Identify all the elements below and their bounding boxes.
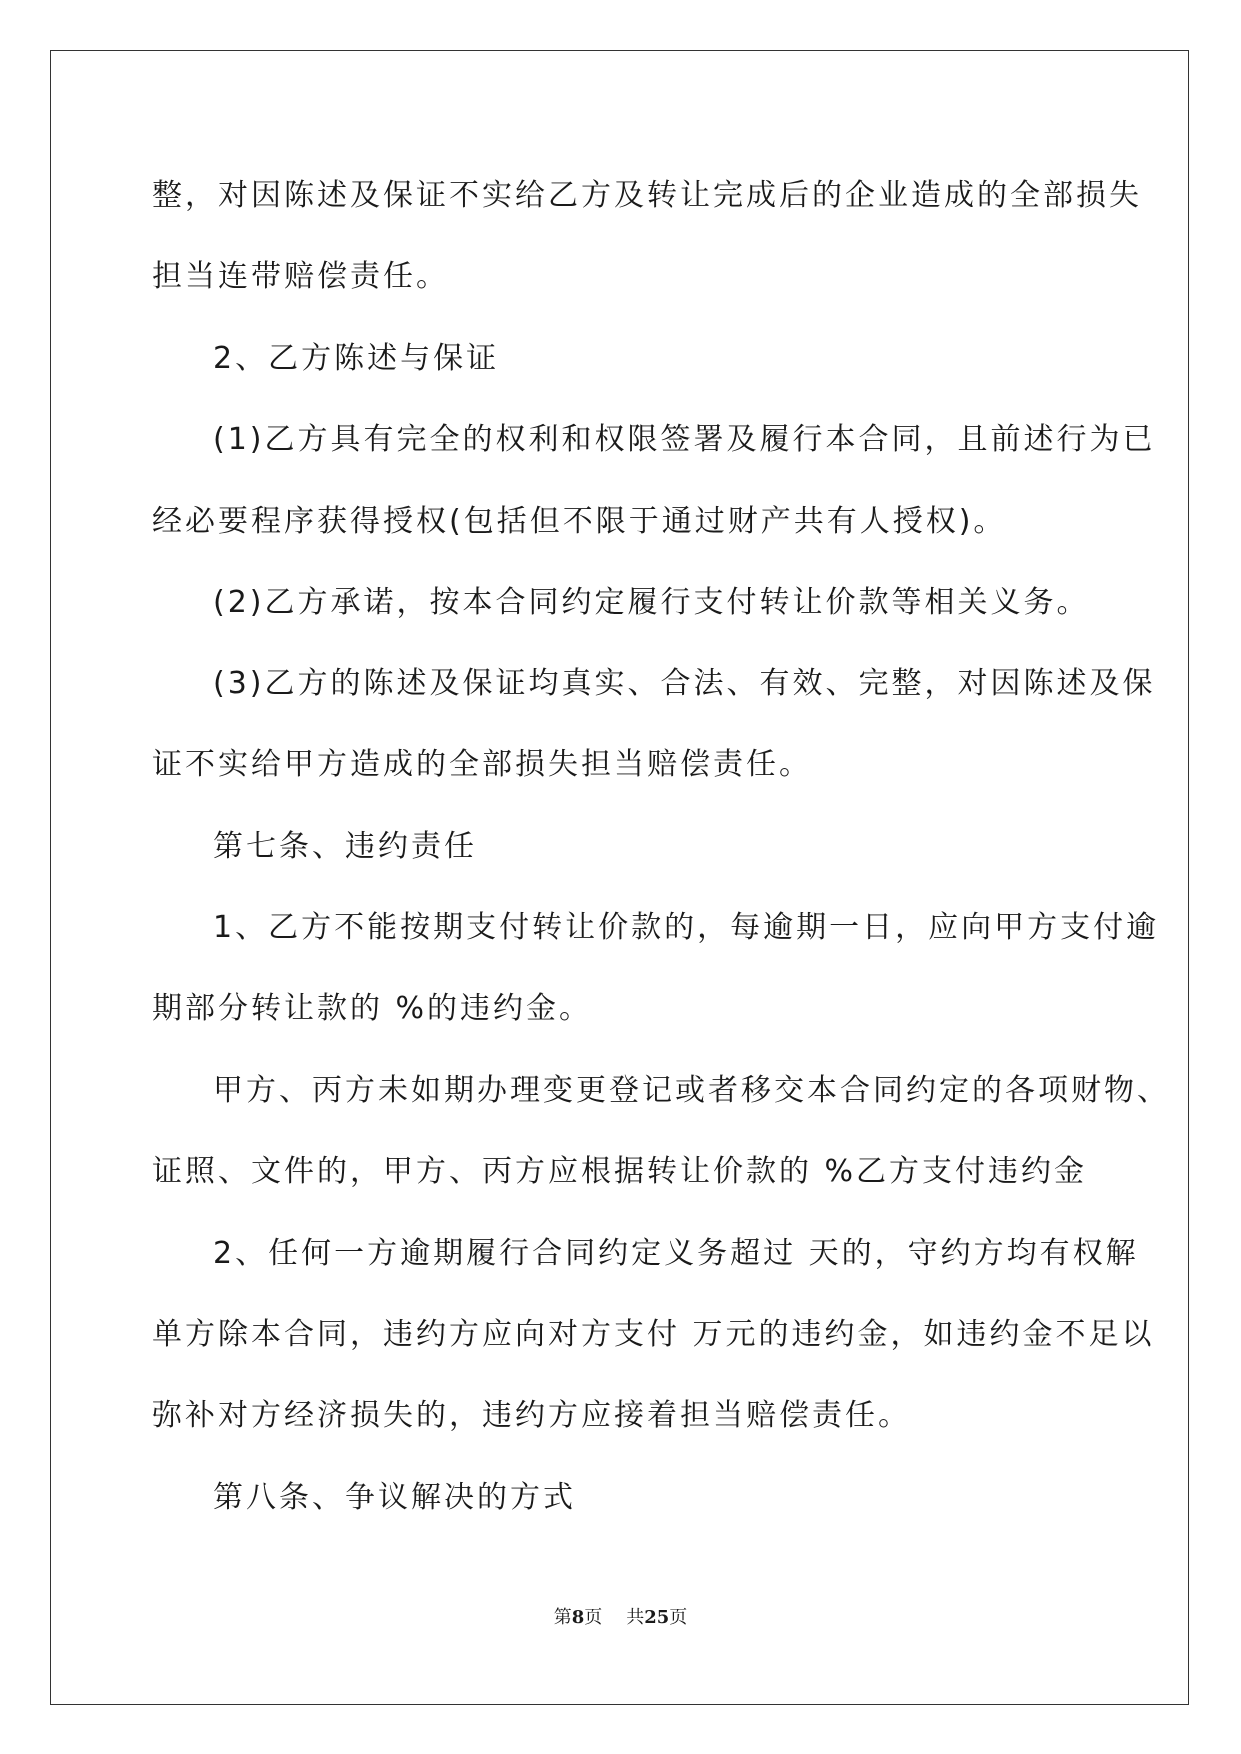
page-footer	[0, 1606, 1241, 1630]
total-suffix: 页	[669, 1607, 688, 1628]
page-total: 25	[644, 1607, 670, 1628]
body-line: (1)乙方具有完全的权利和权限签署及履行本合同，且前述行为已	[213, 422, 1156, 457]
page-suffix: 页	[584, 1607, 603, 1628]
body-line: 2、任何一方逾期履行合同约定义务超过 天的，守约方均有权解	[213, 1236, 1139, 1271]
body-line: 担当连带赔偿责任。	[152, 259, 449, 294]
section-heading: 第八条、争议解决的方式	[213, 1480, 576, 1515]
body-line: 单方除本合同，违约方应向对方支付 万元的违约金，如违约金不足以	[152, 1317, 1155, 1352]
body-line: (3)乙方的陈述及保证均真实、合法、有效、完整，对因陈述及保	[213, 666, 1156, 701]
page-number: 8	[571, 1607, 585, 1628]
body-line: 弥补对方经济损失的，违约方应接着担当赔偿责任。	[152, 1398, 911, 1433]
body-line: 经必要程序获得授权(包括但不限于通过财产共有人授权)。	[152, 504, 1007, 539]
body-line: 2、乙方陈述与保证	[213, 341, 500, 376]
body-line: 期部分转让款的 %的违约金。	[152, 991, 593, 1026]
total-prefix: 共	[626, 1607, 645, 1628]
body-line: 整，对因陈述及保证不实给乙方及转让完成后的企业造成的全部损失	[152, 178, 1142, 213]
body-line: 甲方、丙方未如期办理变更登记或者移交本合同约定的各项财物、	[213, 1073, 1170, 1108]
body-line: 证照、文件的，甲方、丙方应根据转让价款的 %乙方支付违约金	[152, 1154, 1088, 1189]
body-line: 证不实给甲方造成的全部损失担当赔偿责任。	[152, 747, 812, 782]
page-border	[50, 50, 1189, 1705]
page-prefix: 第	[553, 1607, 572, 1628]
body-line: 1、乙方不能按期支付转让价款的，每逾期一日，应向甲方支付逾	[213, 910, 1160, 945]
body-line: (2)乙方承诺，按本合同约定履行支付转让价款等相关义务。	[213, 585, 1090, 620]
section-heading: 第七条、违约责任	[213, 829, 477, 864]
